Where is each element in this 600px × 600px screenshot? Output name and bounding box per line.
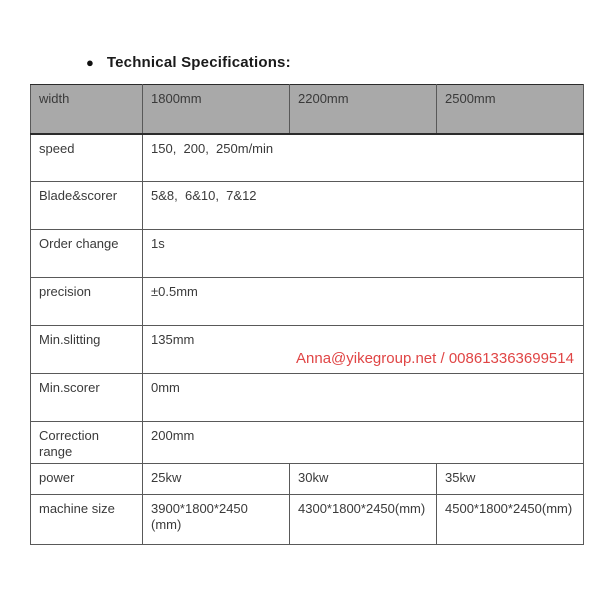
spec-value-machine-2: 4300*1800*2450(mm) <box>290 494 437 544</box>
spec-label: Order change <box>31 230 143 278</box>
spec-value-machine-3: 4500*1800*2450(mm) <box>437 494 584 544</box>
spec-value-power-3: 35kw <box>437 463 584 494</box>
spec-value-power-1: 25kw <box>143 463 290 494</box>
spec-value: 200mm <box>143 422 584 464</box>
table-row-power <box>31 463 584 494</box>
spec-label: speed <box>31 134 143 182</box>
section-title-text: Technical Specifications: <box>106 54 291 71</box>
spec-value: 1s <box>143 230 584 278</box>
contact-watermark: Anna@yikegroup.net / 008613363699514 <box>296 350 574 367</box>
table-row-speed <box>31 134 584 182</box>
spec-value: 135mm <box>143 326 584 374</box>
table-row-order-change <box>31 230 584 278</box>
bullet-icon: ● <box>86 55 94 70</box>
spec-label: Correction range <box>31 422 143 464</box>
header-value-2200mm: 2200mm <box>290 85 437 134</box>
spec-label: precision <box>31 278 143 326</box>
spec-label: Blade&scorer <box>31 182 143 230</box>
spec-value: 150, 200, 250m/min <box>143 134 584 182</box>
table-header-row <box>31 85 584 134</box>
header-value-2500mm: 2500mm <box>437 85 584 134</box>
header-value-1800mm: 1800mm <box>143 85 290 134</box>
spec-value-machine-1: 3900*1800*2450 (mm) <box>143 494 290 544</box>
spec-value: 5&8, 6&10, 7&12 <box>143 182 584 230</box>
spec-value: 0mm <box>143 374 584 422</box>
table-row-precision <box>31 278 584 326</box>
table-row-blade-scorer <box>31 182 584 230</box>
header-label-width: width <box>31 85 143 134</box>
spec-label: Min.scorer <box>31 374 143 422</box>
spec-table <box>30 84 584 545</box>
section-title <box>86 54 291 71</box>
table-row-min-scorer <box>31 374 584 422</box>
spec-label: machine size <box>31 494 143 544</box>
spec-value: ±0.5mm <box>143 278 584 326</box>
table-row-machine-size <box>31 494 584 544</box>
spec-value-power-2: 30kw <box>290 463 437 494</box>
table-row-correction-range <box>31 422 584 464</box>
spec-label: Min.slitting <box>31 326 143 374</box>
spec-label: power <box>31 463 143 494</box>
